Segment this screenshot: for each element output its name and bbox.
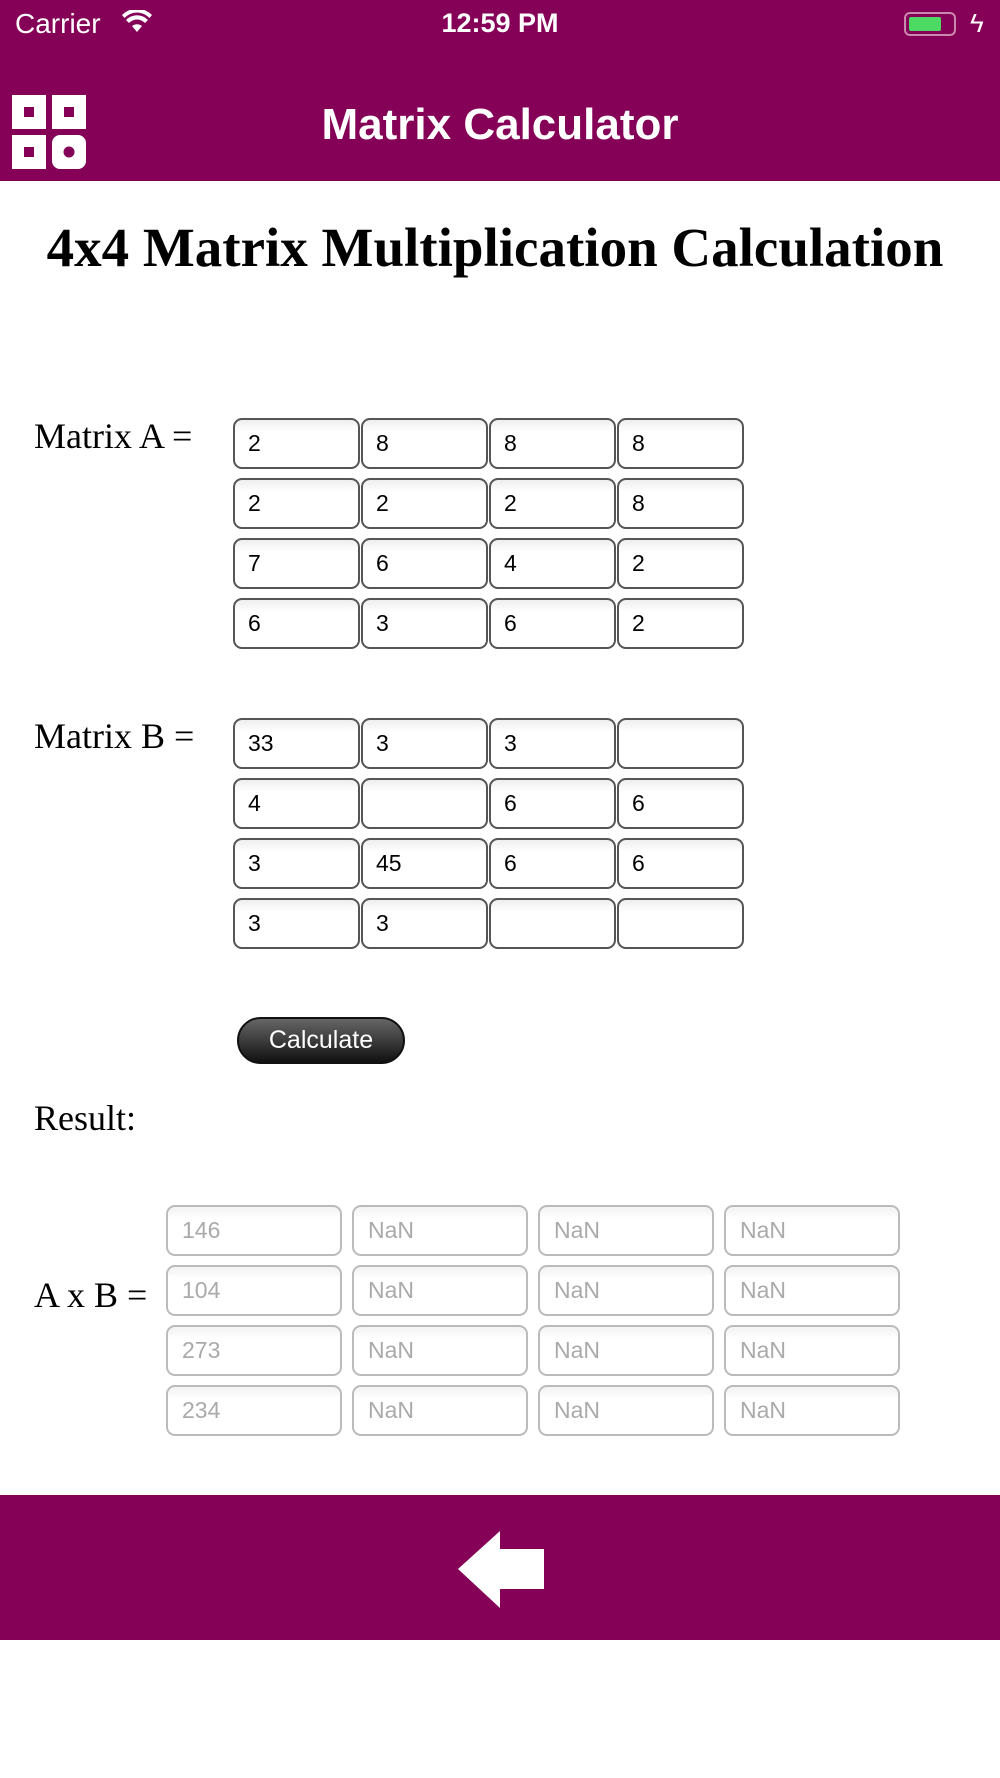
matrix-b-cell-r3c2[interactable]: 45 [361, 838, 488, 889]
matrix-a-cell-r3c2[interactable]: 6 [361, 538, 488, 589]
app-title: Matrix Calculator [321, 100, 679, 149]
result-label: Result: [34, 1098, 137, 1138]
matrix-b-cell-r1c2[interactable]: 3 [361, 718, 488, 769]
matrix-a-cell-r4c1[interactable]: 6 [233, 598, 360, 649]
matrix-a-cell-r4c4[interactable]: 2 [617, 598, 744, 649]
matrix-b-cell-r1c3[interactable]: 3 [489, 718, 616, 769]
result-cell-r1c2[interactable]: NaN [352, 1205, 528, 1256]
matrix-b-label: Matrix B = [34, 716, 195, 756]
result-cell-r3c3[interactable]: NaN [538, 1325, 714, 1376]
product-label: A x B = [34, 1275, 148, 1315]
matrix-b-cell-r2c3[interactable]: 6 [489, 778, 616, 829]
matrix-a-cell-r1c2[interactable]: 8 [361, 418, 488, 469]
result-cell-r2c3[interactable]: NaN [538, 1265, 714, 1316]
result-cell-r1c3[interactable]: NaN [538, 1205, 714, 1256]
matrix-b-cell-r2c1[interactable]: 4 [233, 778, 360, 829]
app-header [0, 0, 1000, 181]
calculate-button[interactable]: Calculate [237, 1017, 405, 1064]
matrix-a-cell-r2c3[interactable]: 2 [489, 478, 616, 529]
matrix-b-cell-r1c4[interactable] [617, 718, 744, 769]
matrix-a-label: Matrix A = [34, 416, 193, 456]
matrix-b-cell-r4c1[interactable]: 3 [233, 898, 360, 949]
result-cell-r1c4[interactable]: NaN [724, 1205, 900, 1256]
result-cell-r2c2[interactable]: NaN [352, 1265, 528, 1316]
matrix-b-cell-r4c2[interactable]: 3 [361, 898, 488, 949]
result-cell-r2c1[interactable]: 104 [166, 1265, 342, 1316]
matrix-a-cell-r1c4[interactable]: 8 [617, 418, 744, 469]
matrix-a-cell-r2c2[interactable]: 2 [361, 478, 488, 529]
matrix-a-cell-r3c3[interactable]: 4 [489, 538, 616, 589]
result-cell-r4c1[interactable]: 234 [166, 1385, 342, 1436]
result-cell-r4c4[interactable]: NaN [724, 1385, 900, 1436]
matrix-a-cell-r1c3[interactable]: 8 [489, 418, 616, 469]
matrix-a-cell-r2c1[interactable]: 2 [233, 478, 360, 529]
page-title: 4x4 Matrix Multiplication Calculation [46, 217, 944, 278]
matrix-b-cell-r1c1[interactable]: 33 [233, 718, 360, 769]
clock: 12:59 PM [441, 8, 559, 38]
matrix-b-cell-r2c2[interactable] [361, 778, 488, 829]
matrix-b-cell-r4c3[interactable] [489, 898, 616, 949]
matrix-a-cell-r3c4[interactable]: 2 [617, 538, 744, 589]
matrix-b-cell-r3c3[interactable]: 6 [489, 838, 616, 889]
matrix-b-cell-r3c1[interactable]: 3 [233, 838, 360, 889]
matrix-b-cell-r4c4[interactable] [617, 898, 744, 949]
charging-icon: ϟ [970, 8, 984, 38]
result-cell-r4c2[interactable]: NaN [352, 1385, 528, 1436]
result-cell-r4c3[interactable]: NaN [538, 1385, 714, 1436]
matrix-a-cell-r2c4[interactable]: 8 [617, 478, 744, 529]
matrix-a-cell-r4c2[interactable]: 3 [361, 598, 488, 649]
result-cell-r2c4[interactable]: NaN [724, 1265, 900, 1316]
carrier-label: Carrier [15, 8, 101, 39]
result-cell-r3c1[interactable]: 273 [166, 1325, 342, 1376]
result-cell-r3c4[interactable]: NaN [724, 1325, 900, 1376]
result-cell-r1c1[interactable]: 146 [166, 1205, 342, 1256]
battery-icon [904, 12, 956, 36]
result-cell-r3c2[interactable]: NaN [352, 1325, 528, 1376]
matrix-a-cell-r1c1[interactable]: 2 [233, 418, 360, 469]
matrix-a-cell-r3c1[interactable]: 7 [233, 538, 360, 589]
matrix-b-cell-r2c4[interactable]: 6 [617, 778, 744, 829]
matrix-b-cell-r3c4[interactable]: 6 [617, 838, 744, 889]
back-arrow-icon[interactable] [458, 1531, 544, 1609]
matrix-a-cell-r4c3[interactable]: 6 [489, 598, 616, 649]
footer-bar [0, 1495, 1000, 1640]
